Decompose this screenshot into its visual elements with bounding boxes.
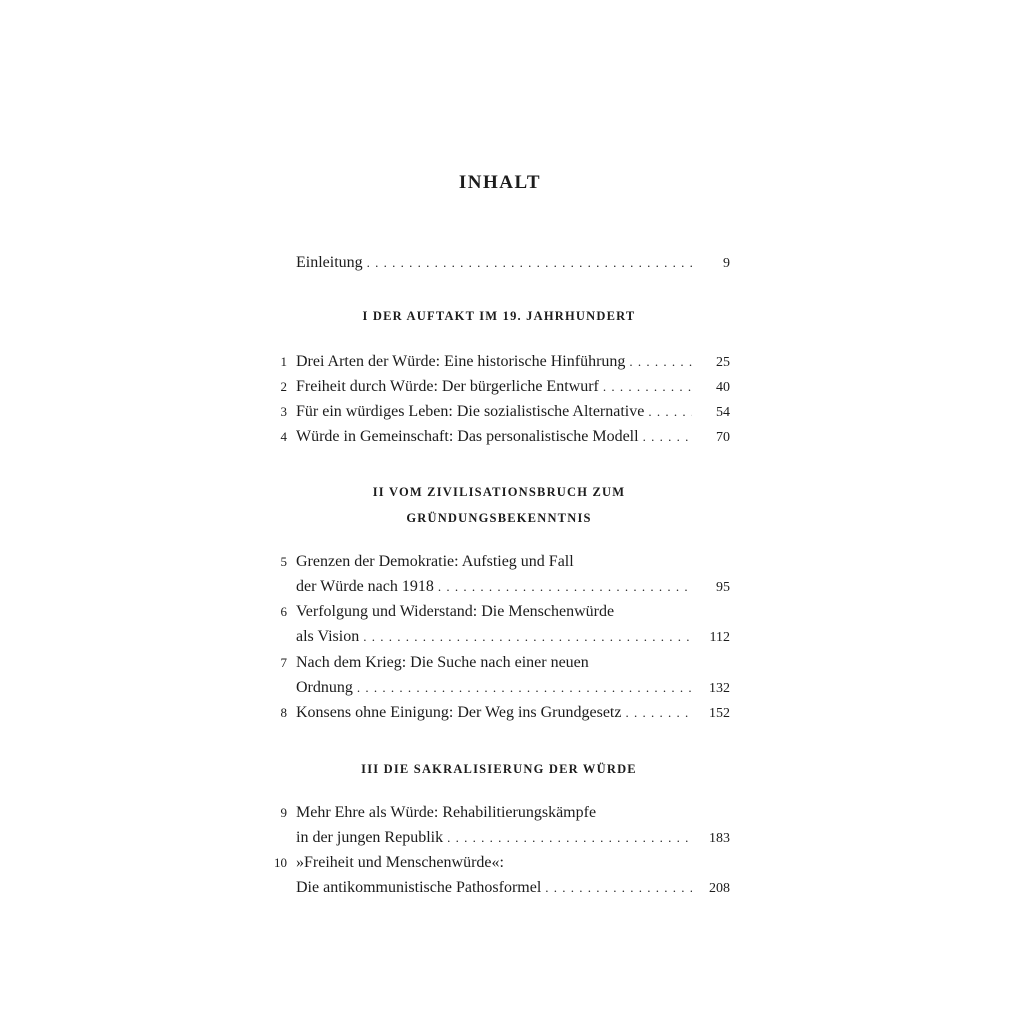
entry-title: Für ein würdiges Leben: Die sozialistische Alternative	[296, 403, 645, 420]
page-number: 183	[709, 831, 730, 846]
entry-title: Würde in Gemeinschaft: Das personalistische Modell	[296, 428, 639, 445]
toc-entry-chapter-6[interactable]	[270, 599, 730, 624]
entry-title: Einleitung	[296, 254, 363, 271]
entry-title-continued: Ordnung	[296, 679, 353, 696]
page-number: 208	[709, 881, 730, 896]
dot-leader	[545, 875, 692, 900]
toc-entry-chapter-7[interactable]	[270, 650, 730, 675]
toc-entry-chapter-9-continued[interactable]	[270, 825, 730, 850]
page-title: INHALT	[458, 172, 542, 193]
dot-leader	[447, 825, 692, 850]
toc-entry-chapter-1[interactable]	[270, 349, 730, 374]
entry-title: Mehr Ehre als Würde: Rehabilitierungskämpfe	[296, 804, 597, 821]
entry-title: Verfolgung und Widerstand: Die Menschenwürde	[296, 603, 615, 620]
toc-entry-chapter-9[interactable]	[270, 800, 730, 825]
toc-entry-chapter-10-continued[interactable]	[270, 875, 730, 900]
toc-entry-chapter-4[interactable]	[270, 424, 730, 449]
dot-leader	[357, 675, 692, 700]
dot-leader	[367, 250, 692, 275]
page-number: 40	[716, 380, 730, 395]
page-number: 95	[716, 580, 730, 595]
dot-leader	[629, 349, 692, 374]
toc-entry-chapter-5-continued[interactable]	[270, 574, 730, 599]
chapter-number: 7	[280, 655, 287, 670]
page-number: 132	[709, 681, 730, 696]
chapter-number: 2	[280, 379, 287, 394]
entry-title: Drei Arten der Würde: Eine historische Hinführung	[296, 353, 626, 370]
entry-title: Nach dem Krieg: Die Suche nach einer neuen	[296, 654, 589, 671]
page-number: 152	[709, 706, 730, 721]
toc-entry-chapter-6-continued[interactable]	[270, 624, 730, 649]
toc-entry-chapter-2[interactable]	[270, 374, 730, 399]
page-number: 112	[709, 630, 730, 645]
part-heading-2-continued: GRÜNDUNGSBEKENNTNIS	[406, 511, 592, 525]
toc-entry-chapter-5[interactable]	[270, 549, 730, 574]
chapter-number: 9	[280, 805, 287, 820]
page-number: 25	[716, 355, 730, 370]
part-heading-2: II VOM ZIVILISATIONSBRUCH ZUM	[372, 485, 626, 499]
toc-entry-chapter-10[interactable]	[270, 850, 730, 875]
entry-title: Freiheit durch Würde: Der bürgerliche Entwurf	[296, 378, 599, 395]
dot-leader	[643, 424, 692, 449]
dot-leader	[438, 574, 692, 599]
toc-entry-introduction[interactable]	[270, 250, 730, 275]
entry-title-continued: in der jungen Republik	[296, 829, 444, 846]
chapter-number: 10	[274, 855, 287, 870]
dot-leader	[603, 374, 692, 399]
chapter-number: 3	[280, 404, 287, 419]
page-number: 70	[716, 430, 730, 445]
dot-leader	[625, 700, 692, 725]
toc-entry-chapter-8[interactable]	[270, 700, 730, 725]
entry-title: Grenzen der Demokratie: Aufstieg und Fall	[296, 553, 574, 570]
dot-leader	[363, 624, 692, 649]
chapter-number: 6	[280, 604, 287, 619]
chapter-number: 4	[280, 429, 287, 444]
entry-title-continued: Die antikommunistische Pathosformel	[296, 879, 542, 896]
entry-title-continued: der Würde nach 1918	[296, 578, 434, 595]
chapter-number: 5	[280, 554, 287, 569]
chapter-number: 1	[280, 354, 287, 369]
toc-entry-chapter-7-continued[interactable]	[270, 675, 730, 700]
dot-leader	[648, 399, 692, 424]
entry-title-continued: als Vision	[296, 628, 360, 645]
part-heading-1: I DER AUFTAKT IM 19. JAHRHUNDERT	[362, 309, 636, 323]
toc-entry-chapter-3[interactable]	[270, 399, 730, 424]
entry-title: »Freiheit und Menschenwürde«:	[296, 854, 504, 871]
part-heading-3: III DIE SAKRALISIERUNG DER WÜRDE	[361, 762, 637, 776]
page-number: 9	[723, 256, 730, 271]
entry-title: Konsens ohne Einigung: Der Weg ins Grundgesetz	[296, 704, 622, 721]
page-number: 54	[716, 405, 730, 420]
chapter-number: 8	[280, 705, 287, 720]
